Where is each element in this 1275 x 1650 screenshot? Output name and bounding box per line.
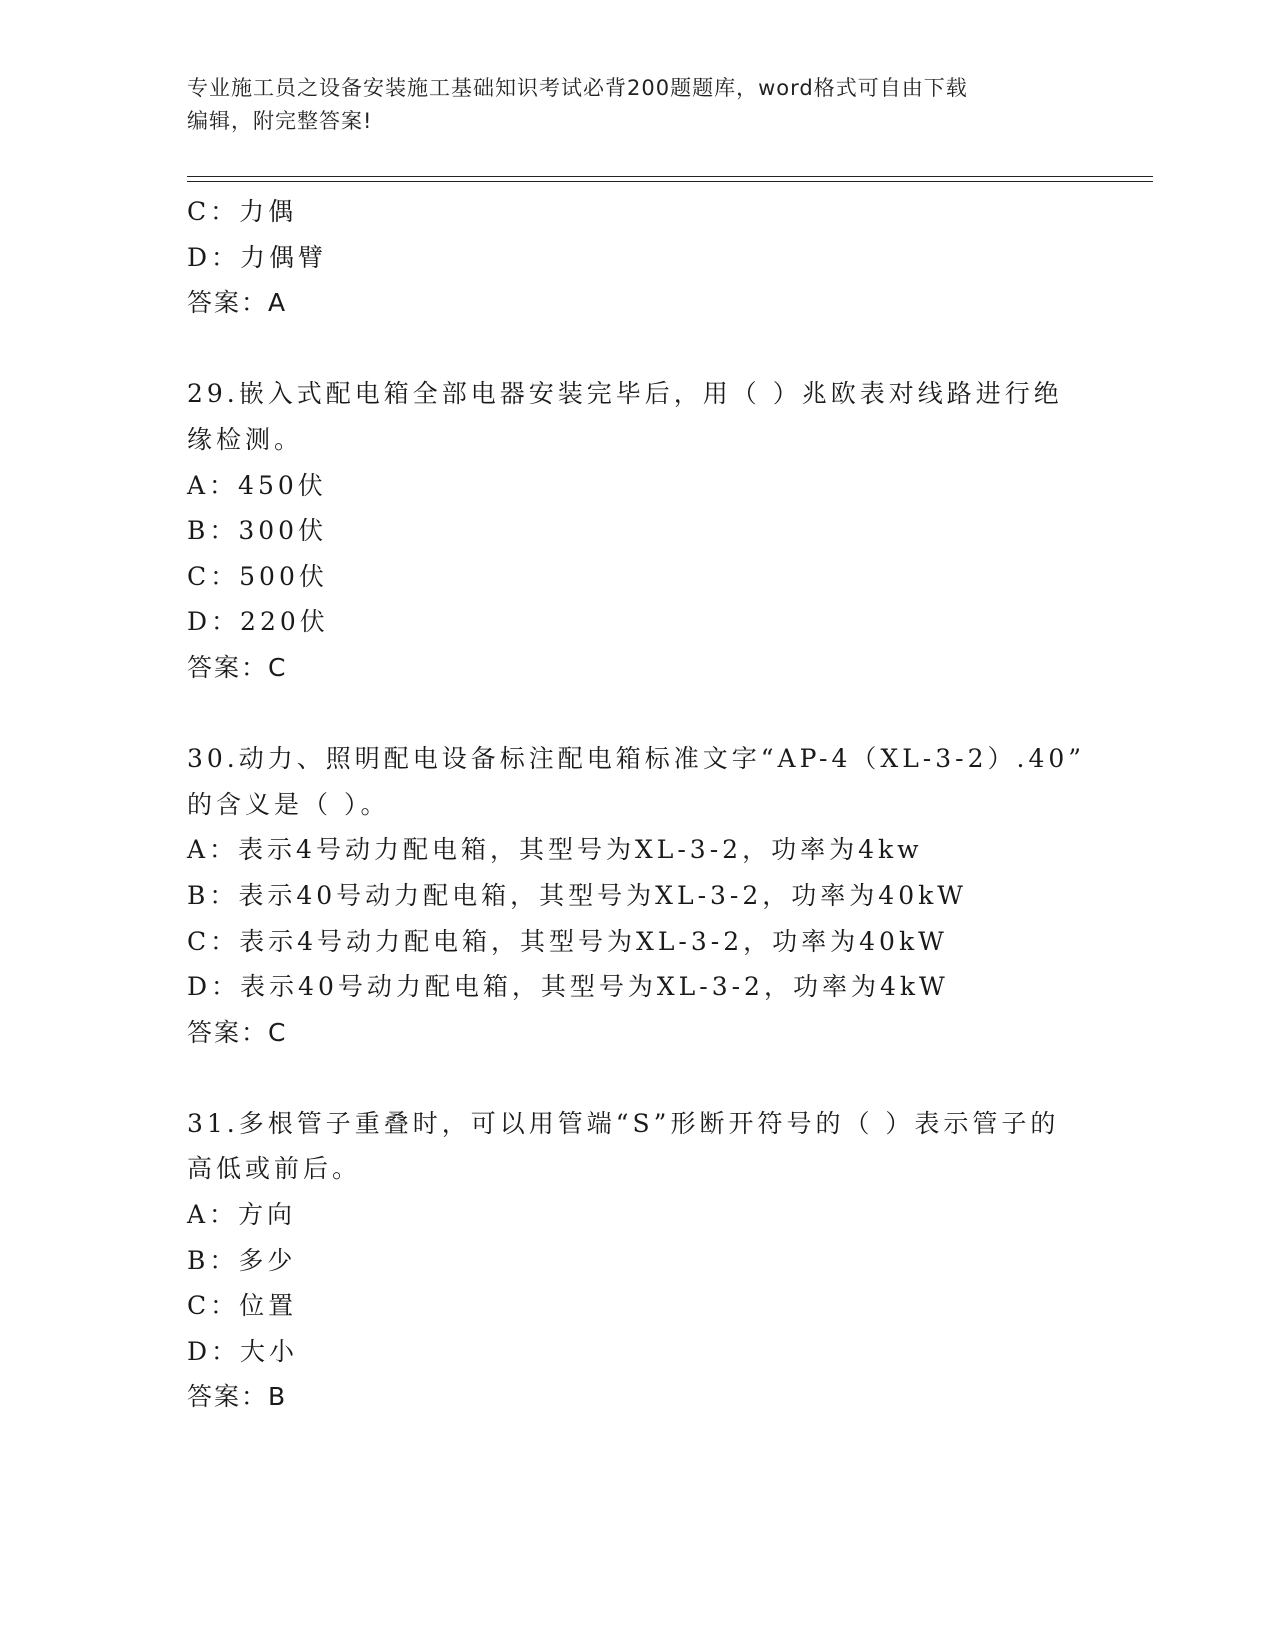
option-c: C：位置	[187, 1291, 298, 1321]
header-divider-top	[187, 176, 1153, 177]
header-line-1: 专业施工员之设备安装施工基础知识考试必背200题题库，word格式可自由下载	[187, 76, 968, 100]
spacer	[187, 691, 1107, 737]
option-a: A：方向	[187, 1200, 297, 1230]
answer-line: 答案：C	[187, 652, 288, 682]
option-d: D：220伏	[187, 607, 329, 637]
document-header	[187, 72, 1087, 138]
question-stem-continued: 高低或前后。	[187, 1154, 362, 1184]
question-list	[187, 189, 1107, 1420]
question-29	[187, 371, 1107, 690]
option-c: C：表示4号动力配电箱，其型号为XL-3-2，功率为40kW	[187, 926, 948, 956]
question-stem: 31.多根管子重叠时，可以用管端“S”形断开符号的（ ）表示管子的	[187, 1108, 1060, 1138]
answer-line: 答案：B	[187, 1382, 288, 1412]
prev-question	[187, 189, 1107, 326]
option-d: D：力偶臂	[187, 242, 328, 272]
spacer	[187, 326, 1107, 372]
question-stem: 29.嵌入式配电箱全部电器安装完毕后，用（ ）兆欧表对线路进行绝	[187, 379, 1063, 409]
option-a: A：450伏	[187, 470, 327, 500]
option-b: B：300伏	[187, 516, 328, 546]
option-c: C：力偶	[187, 197, 298, 226]
answer-line: 答案：A	[187, 288, 288, 318]
question-31	[187, 1101, 1107, 1420]
option-b: B：表示40号动力配电箱，其型号为XL-3-2，功率为40kW	[187, 880, 967, 910]
option-d: D：大小	[187, 1336, 299, 1366]
option-c: C：500伏	[187, 561, 328, 591]
answer-line: 答案：C	[187, 1017, 288, 1047]
spacer	[187, 1055, 1107, 1101]
option-a: A：表示4号动力配电箱，其型号为XL-3-2，功率为4kw	[187, 835, 923, 865]
question-30	[187, 736, 1107, 1055]
header-line-2: 编辑，附完整答案!	[187, 109, 373, 133]
question-stem-continued: 的含义是（ ）。	[187, 789, 390, 819]
question-stem: 30.动力、照明配电设备标注配电箱标准文字“AP-4（XL-3-2）.40”	[187, 744, 1086, 774]
header-divider-bottom	[187, 181, 1153, 182]
option-b: B：多少	[187, 1245, 297, 1275]
option-d: D：表示40号动力配电箱，其型号为XL-3-2，功率为4kW	[187, 972, 949, 1002]
question-stem-continued: 缘检测。	[187, 424, 304, 454]
